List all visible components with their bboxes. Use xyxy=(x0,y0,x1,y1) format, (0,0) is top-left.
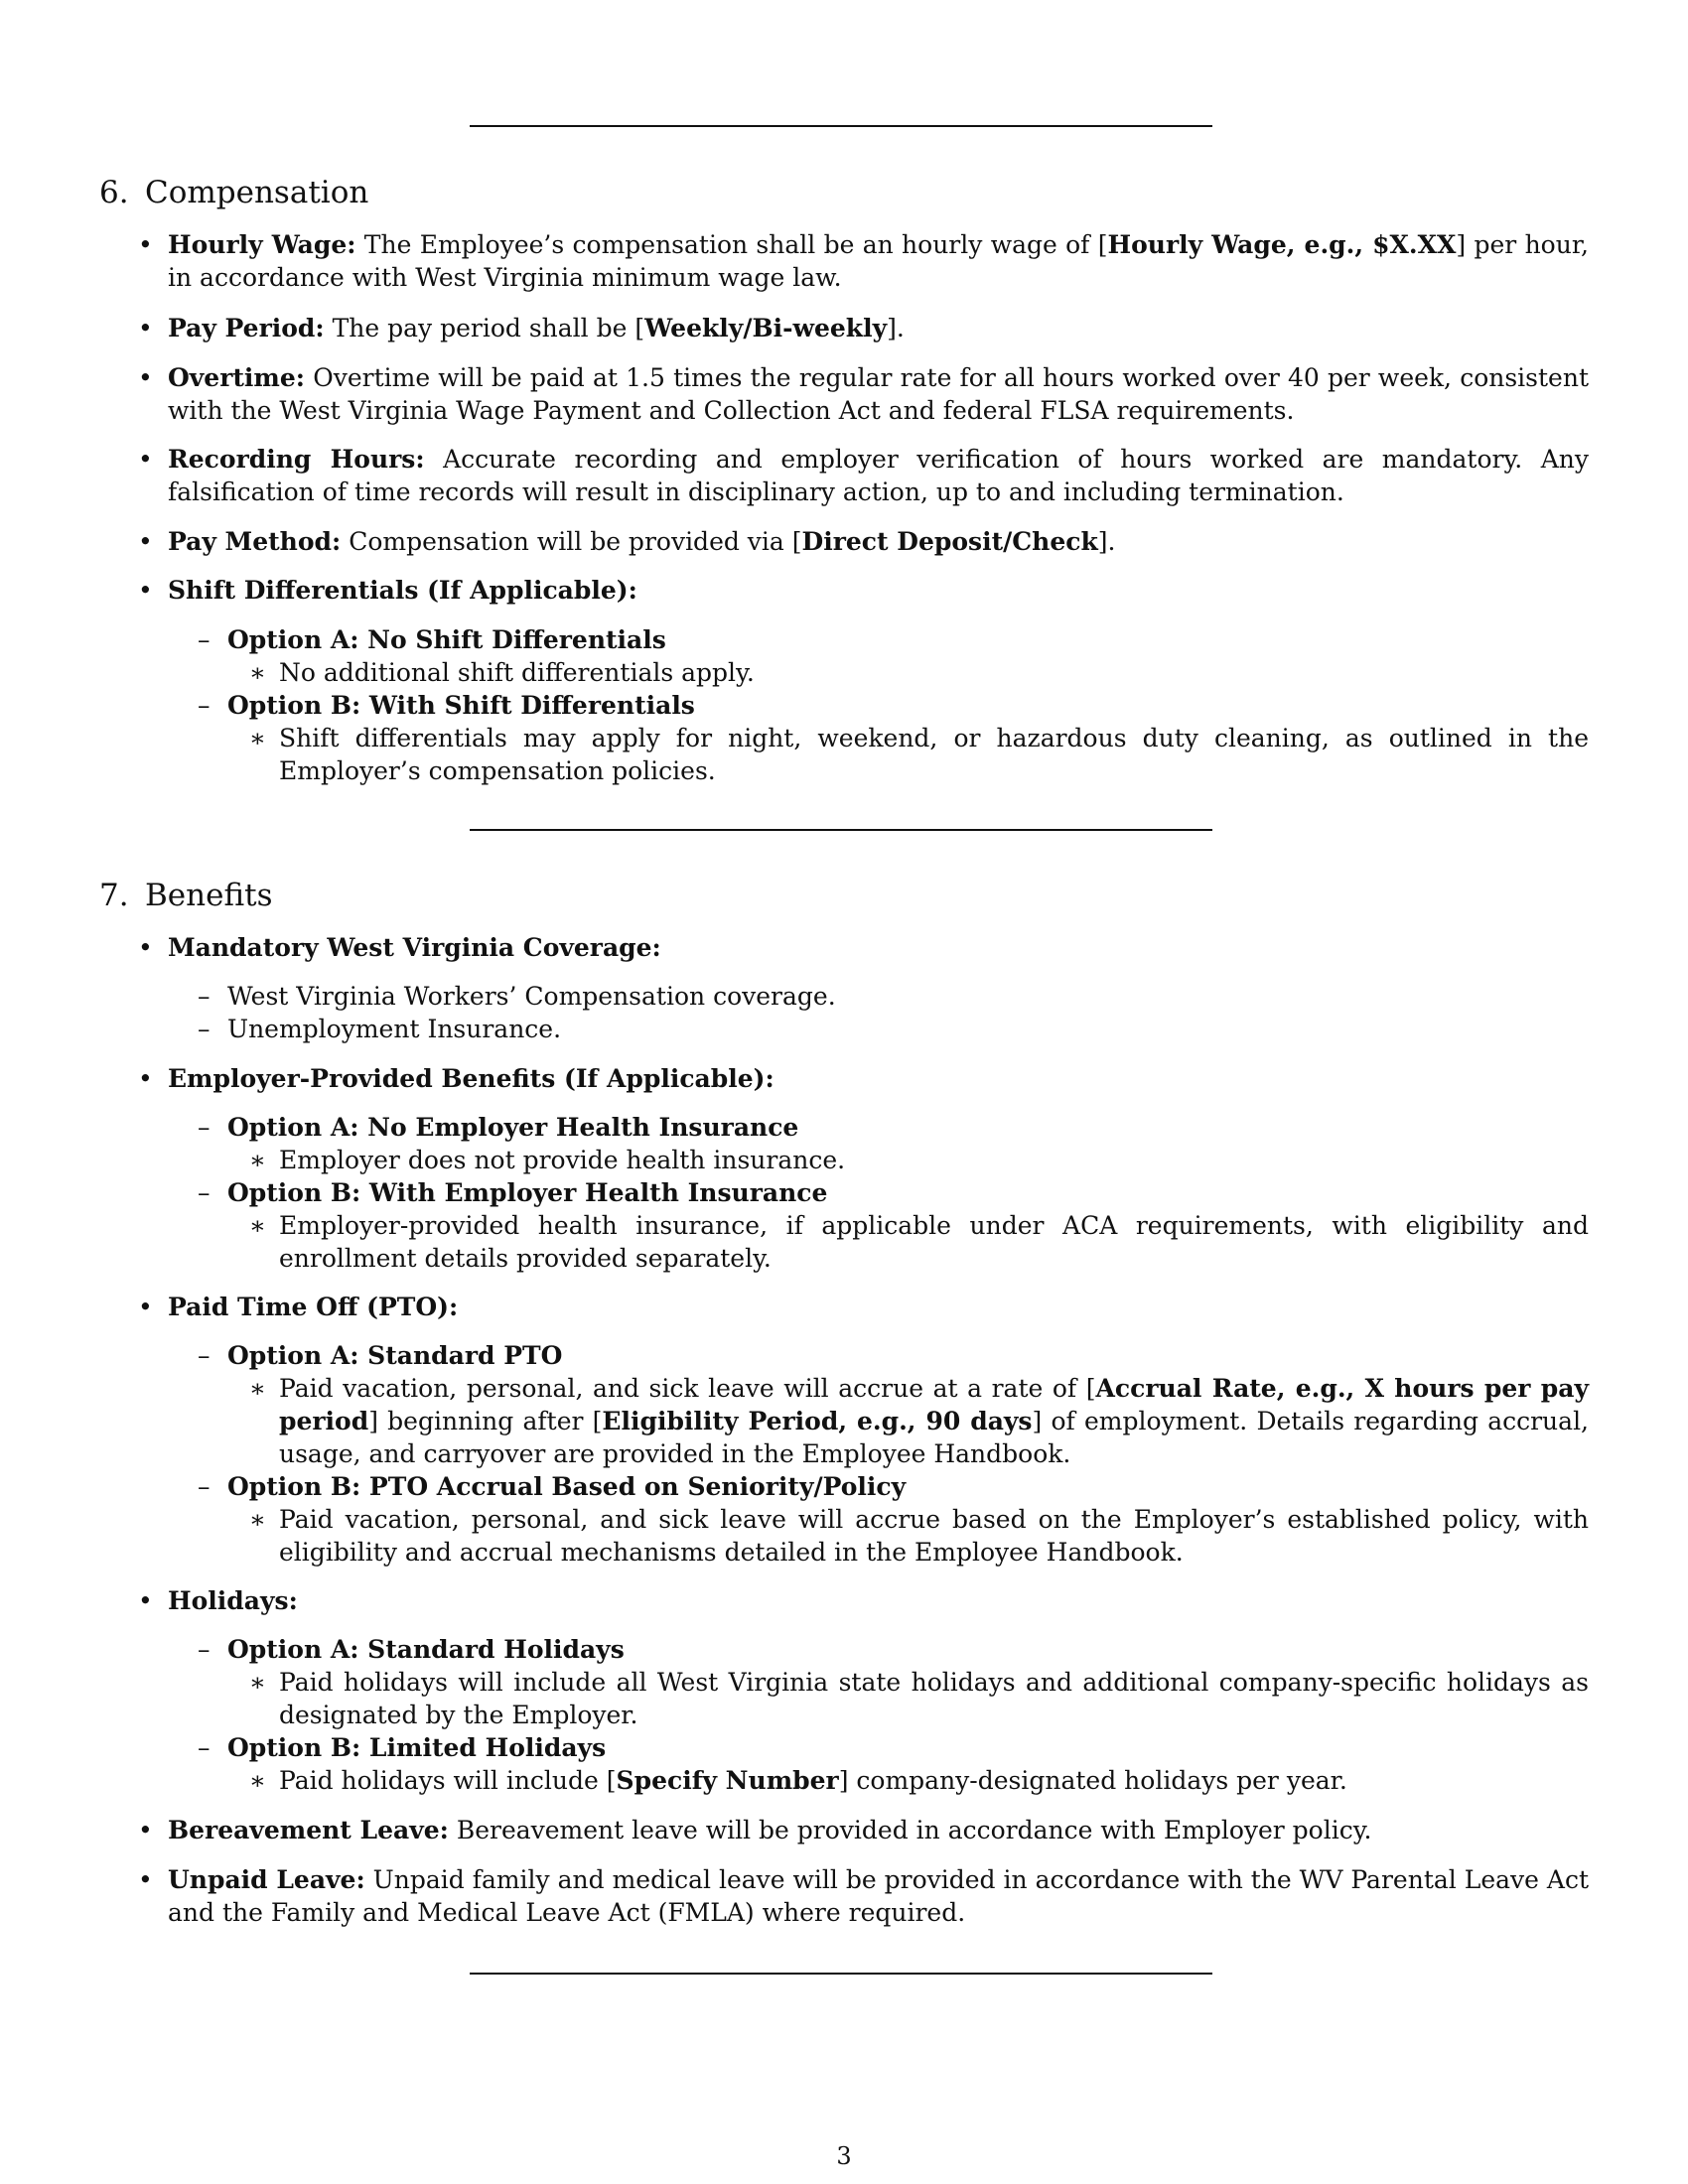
section-divider-middle xyxy=(470,829,1212,831)
shift-option-b xyxy=(227,689,1589,722)
health-option-b-text: Employer-provided health insurance, if applicable under ACA requirements, with eligibility and enrollment details provided separately. xyxy=(279,1211,1589,1273)
holidays-option-a-text: Paid holidays will include all West Virginia state holidays and additional company-specific holidays as designated by the Employer. xyxy=(279,1668,1589,1729)
mandatory-coverage-text: Unemployment Insurance. xyxy=(227,1015,562,1043)
mandatory-coverage-entry xyxy=(227,980,1589,1013)
pay-period-text: The pay period shall be [ xyxy=(324,314,645,342)
mandatory-coverage-entry xyxy=(227,1013,1589,1045)
holidays-option-b xyxy=(227,1731,1589,1764)
shift-option-a-text: No additional shift differentials apply. xyxy=(279,658,755,687)
shift-option-b-detail xyxy=(279,722,1589,787)
section-divider-bottom xyxy=(470,1973,1212,1975)
section-7-heading xyxy=(99,878,272,913)
pto-option-b xyxy=(227,1470,1589,1503)
section-6-heading xyxy=(99,175,368,210)
shift-differentials-label: Shift Differentials (If Applicable): xyxy=(168,576,637,605)
pay-period-item xyxy=(168,312,1589,344)
pto-option-a-text-mid: ] beginning after [ xyxy=(368,1407,603,1435)
holidays-option-a-detail xyxy=(279,1666,1589,1731)
pto-option-a-title: Option A: Standard PTO xyxy=(227,1341,563,1370)
pay-method-text: Compensation will be provided via [ xyxy=(341,527,802,556)
recording-hours-label: Recording Hours: xyxy=(168,445,425,474)
pay-period-label: Pay Period: xyxy=(168,314,325,342)
health-option-b-detail xyxy=(279,1209,1589,1275)
pay-method-label: Pay Method: xyxy=(168,527,342,556)
shift-differentials-item xyxy=(168,574,1589,607)
pto-option-b-detail xyxy=(279,1503,1589,1569)
health-option-a-text: Employer does not provide health insurance. xyxy=(279,1146,846,1174)
section-6-title: Compensation xyxy=(145,175,369,210)
pto-option-a-text: Paid vacation, personal, and sick leave will accrue at a rate of [ xyxy=(279,1374,1096,1403)
mandatory-coverage-label: Mandatory West Virginia Coverage: xyxy=(168,933,661,962)
holidays-label: Holidays: xyxy=(168,1586,298,1615)
page-number: 3 xyxy=(836,2142,852,2170)
health-option-b-title: Option B: With Employer Health Insurance xyxy=(227,1178,828,1207)
holidays-option-a-title: Option A: Standard Holidays xyxy=(227,1635,625,1664)
recording-hours-item xyxy=(168,443,1589,508)
unpaid-leave-text: Unpaid family and medical leave will be provided in accordance with the WV Parental Leave Act and the Family and Medical Leave Act (FMLA) where required. xyxy=(168,1865,1589,1927)
pay-period-text-end: ]. xyxy=(887,314,905,342)
holidays-option-b-text: Paid holidays will include [ xyxy=(279,1766,617,1795)
pto-option-b-text: Paid vacation, personal, and sick leave will accrue based on the Employer’s established policy, with eligibility and accrual mechanisms detailed in the Employee Handbook. xyxy=(279,1505,1589,1567)
unpaid-leave-label: Unpaid Leave: xyxy=(168,1865,365,1894)
eligibility-period-placeholder: Eligibility Period, e.g., 90 days xyxy=(602,1407,1033,1435)
recording-hours-text: Accurate recording and employer verification of hours worked are mandatory. Any falsification of time records will result in disciplinary action, up to and including termination. xyxy=(168,445,1589,506)
hourly-wage-label: Hourly Wage: xyxy=(168,230,356,259)
overtime-label: Overtime: xyxy=(168,363,306,392)
overtime-item xyxy=(168,361,1589,427)
bereavement-text: Bereavement leave will be provided in accordance with Employer policy. xyxy=(448,1816,1372,1844)
employer-benefits-item xyxy=(168,1062,1589,1095)
holidays-option-a xyxy=(227,1633,1589,1666)
pay-method-text-end: ]. xyxy=(1097,527,1116,556)
bereavement-label: Bereavement Leave: xyxy=(168,1816,449,1844)
pto-option-a xyxy=(227,1339,1589,1372)
mandatory-coverage-item xyxy=(168,931,1589,964)
health-option-a-title: Option A: No Employer Health Insurance xyxy=(227,1113,799,1142)
pto-label: Paid Time Off (PTO): xyxy=(168,1293,459,1321)
shift-option-a-title: Option A: No Shift Differentials xyxy=(227,625,666,654)
holidays-option-b-text-end: ] company-designated holidays per year. xyxy=(838,1766,1347,1795)
pay-method-item xyxy=(168,525,1589,558)
unpaid-leave-item xyxy=(168,1863,1589,1929)
section-divider-top xyxy=(470,125,1212,127)
hourly-wage-text: The Employee’s compensation shall be an hourly wage of [ xyxy=(355,230,1108,259)
shift-option-b-text: Shift differentials may apply for night, weekend, or hazardous duty cleaning, as outlined in the Employer’s compensation policies. xyxy=(279,724,1589,785)
health-option-a-detail xyxy=(279,1144,1589,1176)
pay-method-placeholder: Direct Deposit/Check xyxy=(801,527,1098,556)
accrual-rate-placeholder: Accrual Rate, e.g., X hours per pay period xyxy=(279,1374,1590,1435)
hourly-wage-text-end: ] per hour, in accordance with West Virginia minimum wage law. xyxy=(168,230,1589,292)
shift-option-a xyxy=(227,623,1589,656)
pto-option-a-detail xyxy=(279,1372,1589,1470)
shift-option-b-title: Option B: With Shift Differentials xyxy=(227,691,695,720)
holidays-option-b-title: Option B: Limited Holidays xyxy=(227,1733,607,1762)
bereavement-item xyxy=(168,1814,1589,1846)
health-option-a xyxy=(227,1111,1589,1144)
health-option-b xyxy=(227,1176,1589,1209)
section-7-number: 7. xyxy=(99,878,129,913)
holidays-option-b-detail xyxy=(279,1764,1589,1797)
mandatory-coverage-text: West Virginia Workers’ Compensation coverage. xyxy=(227,982,836,1011)
holidays-item xyxy=(168,1584,1589,1617)
employer-benefits-label: Employer-Provided Benefits (If Applicable): xyxy=(168,1064,774,1093)
hourly-wage-item xyxy=(168,228,1589,294)
pto-item xyxy=(168,1291,1589,1323)
overtime-text: Overtime will be paid at 1.5 times the regular rate for all hours worked over 40 per week, consistent with the West Virginia Wage Payment and Collection Act and federal FLSA requirements. xyxy=(168,363,1589,425)
holidays-number-placeholder: Specify Number xyxy=(616,1766,839,1795)
pay-period-placeholder: Weekly/Bi-weekly xyxy=(644,314,888,342)
hourly-wage-placeholder: Hourly Wage, e.g., $X.XX xyxy=(1107,230,1457,259)
pto-option-a-text-end: ] of employment. Details regarding accrual, usage, and carryover are provided in the Employee Handbook. xyxy=(279,1407,1590,1468)
section-6-number: 6. xyxy=(99,175,129,210)
section-7-title: Benefits xyxy=(145,878,273,913)
pto-option-b-title: Option B: PTO Accrual Based on Seniority/Policy xyxy=(227,1472,907,1501)
shift-option-a-detail xyxy=(279,656,1589,689)
